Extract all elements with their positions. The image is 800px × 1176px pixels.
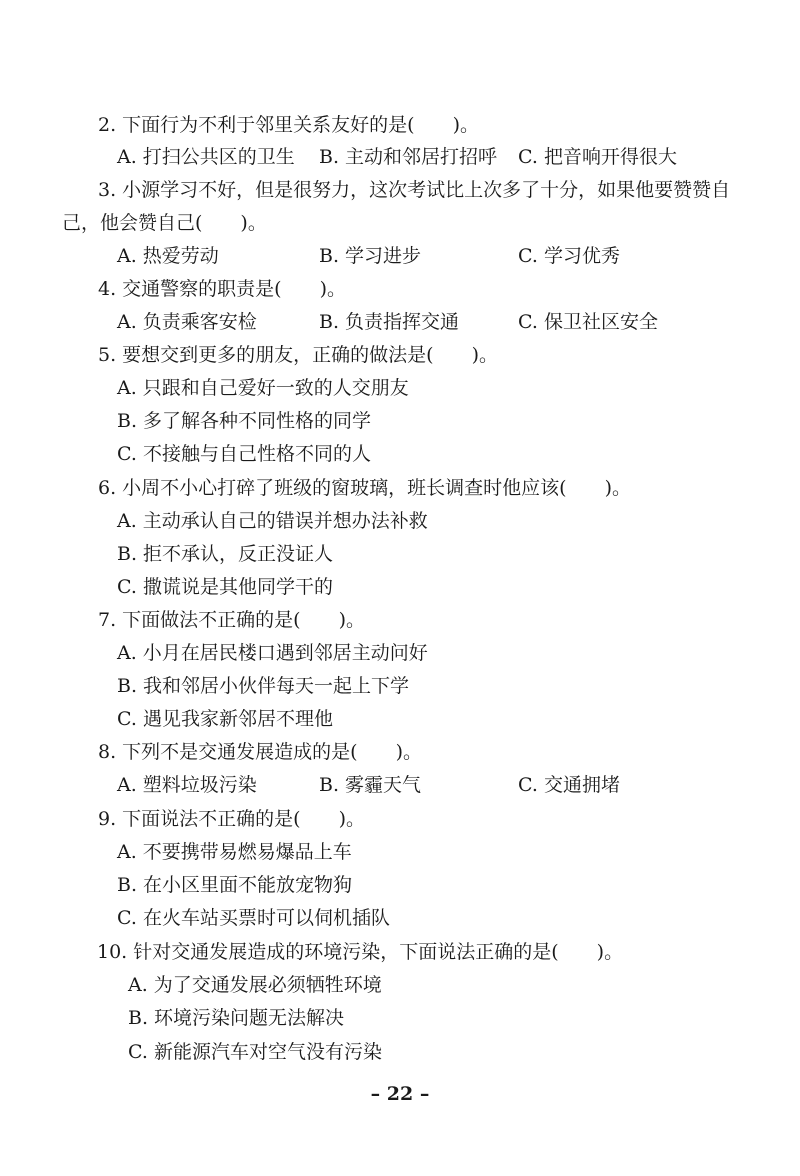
question-8-option-b: B. 雾霾天气 <box>319 774 422 796</box>
question-7-option-a: A. 小月在居民楼口遇到邻居主动问好 <box>117 642 428 664</box>
question-8-stem: 8. 下列不是交通发展造成的是( )。 <box>98 741 422 763</box>
question-10-option-c: C. 新能源汽车对空气没有污染 <box>128 1041 382 1063</box>
question-7-option-c: C. 遇见我家新邻居不理他 <box>117 708 333 730</box>
question-7-stem: 7. 下面做法不正确的是( )。 <box>98 609 365 631</box>
question-6-option-c: C. 撒谎说是其他同学干的 <box>117 576 333 598</box>
page-number: – 22 – <box>370 1083 430 1105</box>
question-6-stem: 6. 小周不小心打碎了班级的窗玻璃，班长调查时他应该( )。 <box>98 477 631 499</box>
question-2-stem: 2. 下面行为不利于邻里关系友好的是( )。 <box>98 114 479 136</box>
question-7-option-b: B. 我和邻居小伙伴每天一起上下学 <box>117 675 410 697</box>
question-4-option-a: A. 负责乘客安检 <box>117 311 257 333</box>
question-4-option-b: B. 负责指挥交通 <box>319 311 460 333</box>
question-9-option-c: C. 在火车站买票时可以伺机插队 <box>117 907 390 929</box>
question-8-option-a: A. 塑料垃圾污染 <box>117 774 257 796</box>
question-2-option-a: A. 打扫公共区的卫生 <box>117 146 295 168</box>
question-3-option-a: A. 热爱劳动 <box>117 245 219 267</box>
question-2-option-c: C. 把音响开得很大 <box>518 146 677 168</box>
question-10-option-b: B. 环境污染问题无法解决 <box>128 1007 345 1029</box>
question-9-option-a: A. 不要携带易燃易爆品上车 <box>117 841 352 863</box>
question-5-stem: 5. 要想交到更多的朋友，正确的做法是( )。 <box>98 344 498 366</box>
question-5-option-a: A. 只跟和自己爱好一致的人交朋友 <box>117 377 409 399</box>
question-9-stem: 9. 下面说法不正确的是( )。 <box>98 808 365 830</box>
question-8-option-c: C. 交通拥堵 <box>518 774 620 796</box>
question-10-option-a: A. 为了交通发展必须牺牲环境 <box>128 974 382 996</box>
question-4-stem: 4. 交通警察的职责是( )。 <box>98 278 346 300</box>
question-3-option-c: C. 学习优秀 <box>518 245 620 267</box>
question-10-stem: 10. 针对交通发展造成的环境污染，下面说法正确的是( )。 <box>97 941 624 963</box>
question-5-option-b: B. 多了解各种不同性格的同学 <box>117 410 372 432</box>
question-6-option-b: B. 拒不承认，反正没证人 <box>117 543 334 565</box>
question-3-option-b: B. 学习进步 <box>319 245 422 267</box>
question-6-option-a: A. 主动承认自己的错误并想办法补救 <box>117 510 428 532</box>
question-9-option-b: B. 在小区里面不能放宠物狗 <box>117 874 353 896</box>
question-2-option-b: B. 主动和邻居打招呼 <box>319 146 498 168</box>
question-4-option-c: C. 保卫社区安全 <box>518 311 658 333</box>
question-3-stem-continued: 己，他会赞自己( )。 <box>62 212 267 234</box>
question-5-option-c: C. 不接触与自己性格不同的人 <box>117 443 371 465</box>
question-3-stem: 3. 小源学习不好，但是很努力，这次考试比上次多了十分，如果他要赞赞自 <box>98 179 731 201</box>
